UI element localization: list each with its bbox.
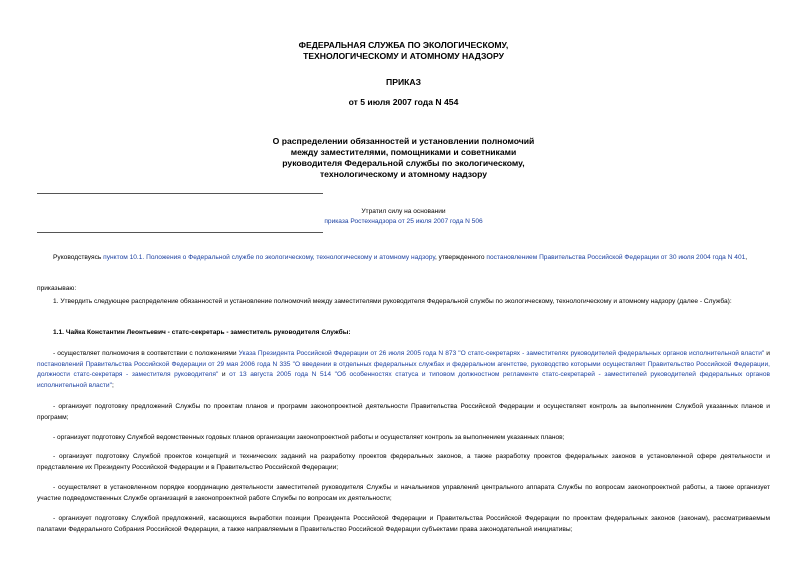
paragraph-duty-3: - организует подготовку Службой ведомственных годовых планов организации законопроектной работы и осуществляет контроль за выполнением указанных планов; [53,434,565,441]
org-title-line-1: ФЕДЕРАЛЬНАЯ СЛУЖБА ПО ЭКОЛОГИЧЕСКОМУ, [298,40,509,50]
duty-1-link-1[interactable]: Указа Президента Российской Федерации от 26 июля 2005 года N 873 "О статс-секретарях - заместителях руководителей федеральных органов исполнительной власти" [238,350,765,357]
basis-text-1: Руководствуясь [53,254,104,261]
divider-top [37,193,323,194]
doc-subject [0,136,807,180]
paragraph-duty-1 [37,349,770,391]
duty-1-link-2[interactable]: постановлений Правительства Российской Федерации от 29 мая 2006 года N 335 "О введении в отдельных федеральных службах и федеральном агентстве, руководство которыми осуществляет Правительство Российской Федерации, должности статс-секретаря - заместителя руководителя" [37,360,770,378]
paragraph-duty-2: - организует подготовку предложений Службы по проектам планов и программ законопроектной деятельности Правительства Российской Федерации и осуществляет контроль за выполнением Службой указанных планов и программ; [37,403,770,421]
duty-1-text-3: и [218,371,230,378]
duty-1-text-4: ; [111,381,114,389]
subject-line-2: между заместителями, помощниками и советниками [290,147,517,157]
duty-1-text-2: и [764,350,770,357]
basis-text-2: , утвержденного [435,254,487,261]
doc-date: от 5 июля 2007 года N 454 [348,97,459,107]
basis-link-2[interactable]: постановлением Правительства Российской Федерации от 30 июля 2004 года N 401 [486,254,746,261]
basis-text-3: , [745,254,748,261]
paragraph-duty-4: - организует подготовку Службой проектов концепций и технических заданий на разработку проектов федеральных законов, а также разработку проектов федеральных законов в установленной сфере деятельности и представление их Президенту Российской Федерации и в Правительство Российской Федерации; [37,453,770,471]
paragraph-item-1: 1. Утвердить следующее распределение обязанностей и установление полномочий между заместителями руководителя Федеральной службы по экологическому, технологическому и атомному надзору (далее - Служба): [53,298,732,305]
basis-link-1[interactable]: пунктом 10.1. Положения о Федеральной службе по экологическому, технологическому и атомному надзору [103,254,435,261]
duty-1-link-3[interactable]: от 13 августа 2005 года N 514 "Об особенностях статуса и типовом должностном регламенте статс-секретарей - заместителей руководителей федеральных органов исполнительной власти" [37,371,770,389]
org-title-line-2: ТЕХНОЛОГИЧЕСКОМУ И АТОМНОМУ НАДЗОРУ [303,51,504,61]
paragraph-duty-5: - осуществляет в установленном порядке координацию деятельности заместителей руководителя Службы и начальников управлений центрального аппарата Службы по вопросам законопроектной работы, а также организует участие подведомственных Службе организаций в законопроектной работе Службы по вопросам их деятельности; [37,484,770,502]
divider-bottom [37,232,323,233]
org-title [0,40,807,62]
status-note-text: Утратил силу на основании [361,208,446,215]
subject-line-4: технологическому и атомному надзору [319,169,488,179]
status-note [0,207,807,227]
duty-1-text-1: - осуществляет полномочия в соответствии с положениями [53,350,239,357]
paragraph-basis [37,253,770,264]
subject-line-1: О распределении обязанностей и установлении полномочий [272,136,535,146]
subject-line-3: руководителя Федеральной службы по экологическому, [282,158,525,168]
paragraph-item-1-1: 1.1. Чайка Константин Леонтьевич - статс-секретарь - заместитель руководителя Службы: [53,329,351,336]
status-note-link[interactable]: приказа Ростехнадзора от 25 июля 2007 года N 506 [324,218,483,225]
paragraph-order: приказываю: [37,285,77,292]
doc-type: ПРИКАЗ [386,77,421,87]
paragraph-duty-6: - организует подготовку Службой предложений, касающихся выработки позиции Президента Российской Федерации и Правительства Российской Федерации по проектам федеральных законов (законам), рассматриваемым палатами Федерального Собрания Российской Федерации, а также направляемым в Правительство Российской Федерации субъектами права законодательной инициативы; [37,515,770,533]
